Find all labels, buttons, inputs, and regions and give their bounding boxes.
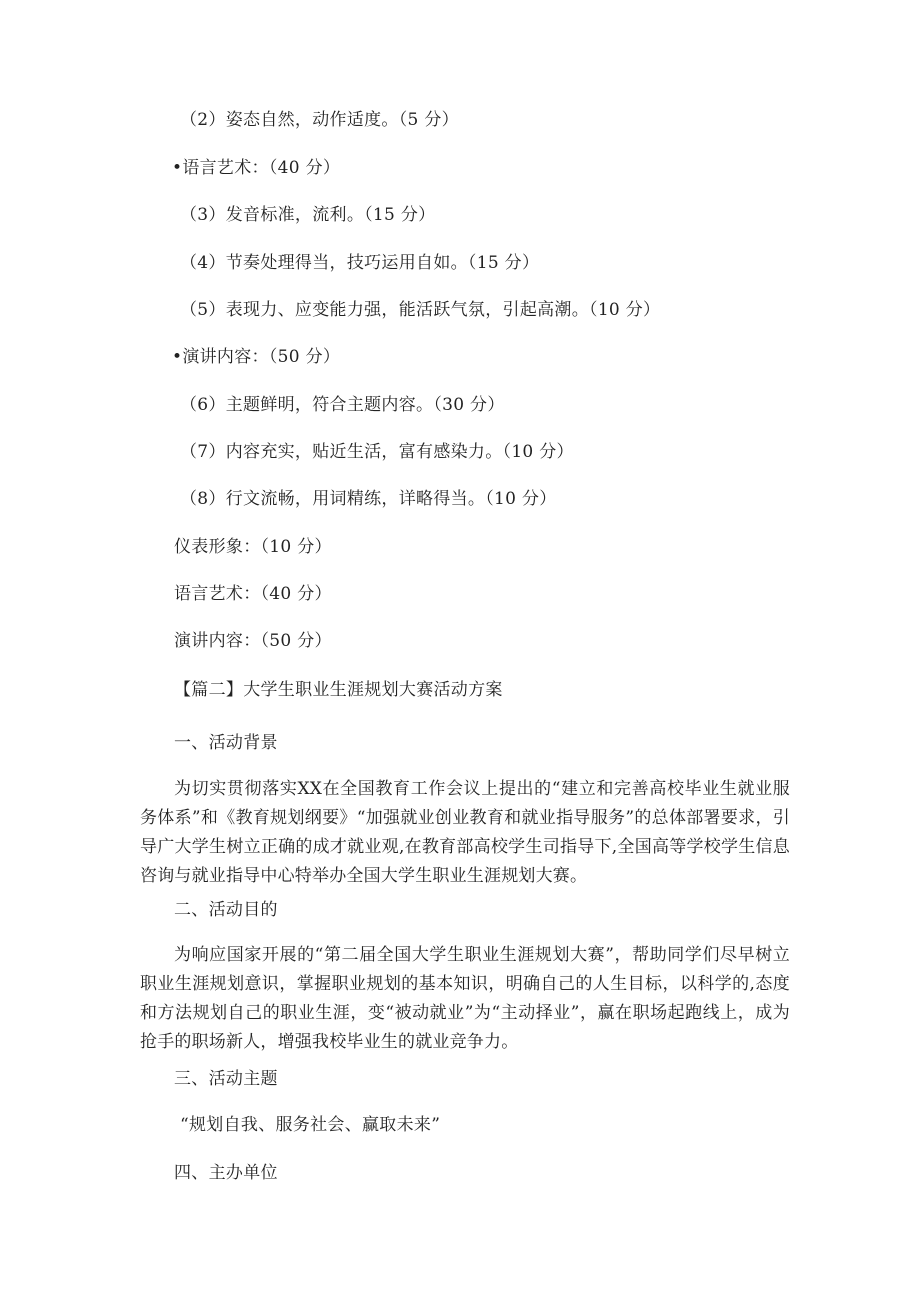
criteria-item-8: （8）行文流畅，用词精练，详略得当。（10 分） [180,489,557,509]
criteria-item-6: （6）主题鲜明，符合主题内容。（30 分） [180,395,505,415]
article-title: 【篇二】大学生职业生涯规划大赛活动方案 [174,680,503,700]
section-heading-purpose: 二、活动目的 [174,900,278,920]
section-body-purpose: 为响应国家开展的“第二届全国大学生职业生涯规划大赛”，帮助同学们尽早树立职业生涯规划意识，掌握职业规划的基本知识，明确自己的人生目标，以科学的,态度和方法规划自己的职业生涯，变“被动就业”为“主动择业”，赢在职场起跑线上，成为抢手的职场新人，增强我校毕业生的就业竞争力。 [140,945,790,1052]
section-heading-background: 一、活动背景 [174,733,278,753]
criteria-item-5: （5）表现力、应变能力强，能活跃气氛，引起高潮。（10 分） [180,300,661,320]
theme-slogan: “规划自我、服务社会、赢取未来” [180,1115,441,1135]
section-body-background: 为切实贯彻落实XX在全国教育工作会议上提出的“建立和完善高校毕业生就业服务体系”和《教育规划纲要》“加强就业创业教育和就业指导服务”的总体部署要求，引导广大学生树立正确的成才就业观,在教育部高校学生司指导下,全国高等学校学生信息咨询与就业指导中心特举办全国大学生职业生涯规划大赛。 [140,779,790,886]
criteria-item-7: （7）内容充实，贴近生活，富有感染力。（10 分） [180,442,574,462]
section-heading-organizer: 四、主办单位 [174,1163,278,1183]
criteria-item-2: （2）姿态自然，动作适度。（5 分） [180,110,459,130]
criteria-item-3: （3）发音标准，流利。（15 分） [180,205,436,225]
summary-speech-content: 演讲内容：（50 分） [174,631,332,651]
criteria-heading-speech-content: •演讲内容：（50 分） [172,347,341,367]
summary-appearance: 仪表形象：（10 分） [174,537,332,557]
criteria-item-4: （4）节奏处理得当，技巧运用自如。（15 分） [180,253,540,273]
section-heading-theme: 三、活动主题 [174,1069,278,1089]
criteria-heading-language-art: •语言艺术：（40 分） [172,158,341,178]
summary-language-art: 语言艺术：（40 分） [174,584,332,604]
